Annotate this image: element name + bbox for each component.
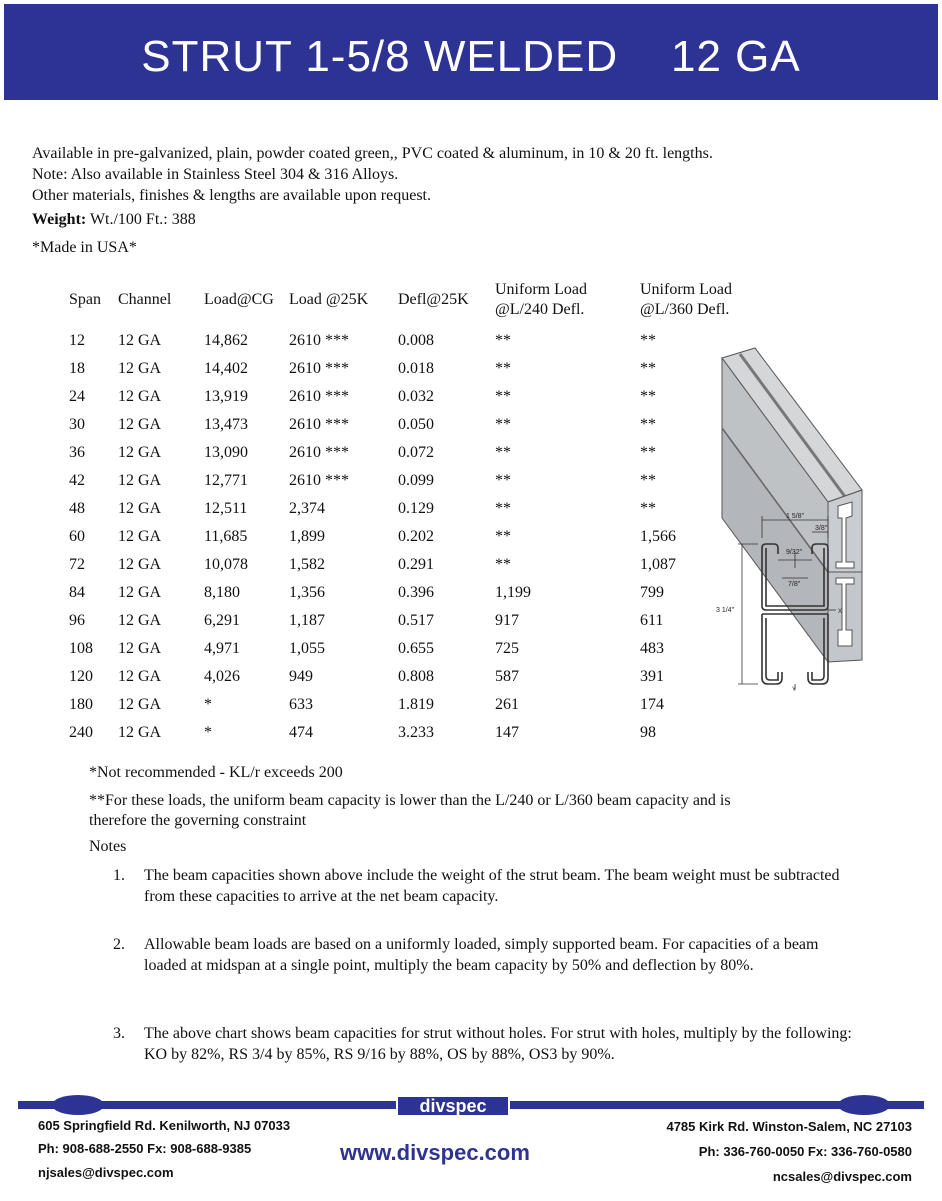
cell-load-25k: 2610 *** xyxy=(289,444,349,461)
made-in-usa: *Made in USA* xyxy=(32,239,137,256)
cell-span: 60 xyxy=(69,528,85,545)
cell-uniform-240: 1,199 xyxy=(495,584,531,601)
cell-load-25k: 2610 *** xyxy=(289,416,349,433)
cell-channel: 12 GA xyxy=(118,444,162,461)
cell-load-25k: 1,899 xyxy=(289,528,325,545)
cell-uniform-360: 1,566 xyxy=(640,528,676,545)
note-text: Allowable beam loads are based on a uniformly loaded, simply supported beam. For capacities of a beam loaded at midspan at a single point, multiply the beam capacity by 50% and deflection by 80%. xyxy=(144,936,819,974)
cell-uniform-360: ** xyxy=(640,500,656,517)
cell-load-cg: 6,291 xyxy=(204,612,240,629)
left-address: 605 Springfield Rd. Kenilworth, NJ 07033 xyxy=(38,1118,291,1133)
cell-span: 36 xyxy=(69,444,85,461)
cell-uniform-240: ** xyxy=(495,388,511,405)
cell-defl: 0.129 xyxy=(398,500,434,517)
cell-channel: 12 GA xyxy=(118,640,162,657)
cell-load-25k: 474 xyxy=(289,724,313,741)
cell-channel: 12 GA xyxy=(118,500,162,517)
cell-load-25k: 949 xyxy=(289,668,313,685)
right-email[interactable]: ncsales@divspec.com xyxy=(772,1169,912,1184)
notes-heading: Notes xyxy=(89,838,127,855)
cell-load-cg: * xyxy=(204,696,212,713)
header-uniform-360-line1: Uniform Load xyxy=(640,281,732,298)
axis-y-label: Y xyxy=(792,687,797,692)
cell-defl: 1.819 xyxy=(398,696,434,713)
cell-uniform-240: ** xyxy=(495,528,511,545)
cell-defl: 0.808 xyxy=(398,668,434,685)
cell-load-cg: 11,685 xyxy=(204,528,248,545)
title-banner xyxy=(4,4,938,100)
left-email[interactable]: njsales@divspec.com xyxy=(38,1165,174,1180)
cell-span: 96 xyxy=(69,612,85,629)
cell-uniform-360: 1,087 xyxy=(640,556,676,573)
dim-lip-label: 3/8" xyxy=(815,525,828,532)
cell-uniform-240: ** xyxy=(495,500,511,517)
dim-slot-label: 9/32" xyxy=(786,549,803,556)
cell-load-25k: 1,055 xyxy=(289,640,325,657)
header-channel: Channel xyxy=(118,291,172,308)
page-title: STRUT 1-5/8 WELDED 12 GA xyxy=(141,32,801,81)
intro-line-stainless: Note: Also available in Stainless Steel 304 & 316 Alloys. xyxy=(32,166,399,183)
cell-channel: 12 GA xyxy=(118,360,162,377)
cell-channel: 12 GA xyxy=(118,472,162,489)
cell-defl: 0.099 xyxy=(398,472,434,489)
header-defl: Defl@25K xyxy=(398,291,469,308)
cell-load-25k: 1,356 xyxy=(289,584,325,601)
cell-uniform-360: ** xyxy=(640,416,656,433)
left-phone: Ph: 908-688-2550 Fx: 908-688-9385 xyxy=(38,1141,252,1156)
cell-uniform-240: ** xyxy=(495,556,511,573)
cell-uniform-360: 483 xyxy=(640,640,664,657)
cell-span: 12 xyxy=(69,332,85,349)
cell-span: 108 xyxy=(69,640,93,657)
cell-uniform-360: ** xyxy=(640,444,656,461)
cell-uniform-240: 725 xyxy=(495,640,519,657)
cell-uniform-240: ** xyxy=(495,472,511,489)
cell-load-cg: 12,771 xyxy=(204,472,248,489)
cell-load-cg: 14,402 xyxy=(204,360,248,377)
cell-span: 240 xyxy=(69,724,93,741)
cell-load-cg: 13,090 xyxy=(204,444,248,461)
cell-channel: 12 GA xyxy=(118,668,162,685)
cell-uniform-360: 611 xyxy=(640,612,664,629)
cell-uniform-360: 799 xyxy=(640,584,664,601)
intro-text xyxy=(32,143,713,206)
note-text: The above chart shows beam capacities for strut without holes. For strut with holes, multiply by the following: KO by 82%, RS 3/4 by 85%, RS 9/16 by 88%, OS by 88%, OS3 by 90%. xyxy=(144,1025,852,1063)
cell-channel: 12 GA xyxy=(118,724,162,741)
header-uniform-360-line2: @L/360 Defl. xyxy=(640,301,730,318)
cell-load-25k: 2610 *** xyxy=(289,472,349,489)
cell-load-25k: 1,187 xyxy=(289,612,325,629)
cell-defl: 0.008 xyxy=(398,332,434,349)
cell-defl: 3.233 xyxy=(398,724,434,741)
cell-defl: 0.050 xyxy=(398,416,434,433)
cell-load-cg: * xyxy=(204,724,212,741)
footer-bar xyxy=(18,1094,924,1116)
cell-load-25k: 2610 *** xyxy=(289,388,349,405)
dim-width-label: 1 5/8" xyxy=(786,513,805,520)
weight-value: Wt./100 Ft.: 388 xyxy=(89,211,196,228)
cell-channel: 12 GA xyxy=(118,556,162,573)
header-span: Span xyxy=(69,291,101,308)
note-number: 1. xyxy=(113,867,125,884)
cell-uniform-360: ** xyxy=(640,332,656,349)
cell-uniform-240: 917 xyxy=(495,612,519,629)
cell-span: 18 xyxy=(69,360,85,377)
cell-defl: 0.396 xyxy=(398,584,434,601)
cell-load-cg: 10,078 xyxy=(204,556,248,573)
divspec-logo: divspec xyxy=(419,1096,487,1116)
cell-defl: 0.072 xyxy=(398,444,434,461)
footnote-not-recommended: *Not recommended - KL/r exceeds 200 xyxy=(89,764,343,781)
intro-line-availability: Available in pre-galvanized, plain, powder coated green,, PVC coated & aluminum, in 10 & 20 ft. lengths. xyxy=(32,145,713,162)
cell-span: 48 xyxy=(69,500,85,517)
header-load-25k: Load @25K xyxy=(289,291,369,308)
cell-span: 30 xyxy=(69,416,85,433)
cell-defl: 0.032 xyxy=(398,388,434,405)
dim-opening-label: 7/8" xyxy=(788,581,801,588)
weight-label: Weight: xyxy=(32,211,87,228)
cell-channel: 12 GA xyxy=(118,528,162,545)
cell-load-cg: 13,473 xyxy=(204,416,248,433)
website-link[interactable]: www.divspec.com xyxy=(340,1140,530,1165)
header-uniform-360 xyxy=(640,280,732,320)
cell-channel: 12 GA xyxy=(118,332,162,349)
cell-uniform-240: ** xyxy=(495,444,511,461)
cell-span: 120 xyxy=(69,668,93,685)
cell-load-25k: 2610 *** xyxy=(289,360,349,377)
axis-x-label: X xyxy=(838,609,843,615)
cell-uniform-240: ** xyxy=(495,416,511,433)
cell-channel: 12 GA xyxy=(118,584,162,601)
footnote-governing xyxy=(89,791,731,831)
cell-uniform-360: 98 xyxy=(640,724,656,741)
cell-uniform-360: ** xyxy=(640,388,656,405)
note-number: 2. xyxy=(113,936,125,953)
cell-load-cg: 12,511 xyxy=(204,500,248,517)
cell-channel: 12 GA xyxy=(118,388,162,405)
cell-load-25k: 2610 *** xyxy=(289,332,349,349)
cell-load-25k: 2,374 xyxy=(289,500,325,517)
cell-span: 180 xyxy=(69,696,93,713)
cell-channel: 12 GA xyxy=(118,612,162,629)
cell-channel: 12 GA xyxy=(118,416,162,433)
cell-uniform-360: ** xyxy=(640,472,656,489)
header-uniform-240 xyxy=(495,280,587,320)
cell-span: 84 xyxy=(69,584,85,601)
header-load-cg: Load@CG xyxy=(204,291,274,308)
cell-defl: 0.517 xyxy=(398,612,434,629)
header-uniform-240-line1: Uniform Load xyxy=(495,281,587,298)
strut-dimension-drawing xyxy=(712,508,862,692)
right-address: 4785 Kirk Rd. Winston-Salem, NC 27103 xyxy=(666,1119,912,1134)
cell-span: 72 xyxy=(69,556,85,573)
cell-load-cg: 4,026 xyxy=(204,668,240,685)
cell-span: 24 xyxy=(69,388,85,405)
footnote-governing-line1: **For these loads, the uniform beam capacity is lower than the L/240 or L/360 beam capacity and is xyxy=(89,792,731,809)
cell-defl: 0.291 xyxy=(398,556,434,573)
cell-uniform-360: ** xyxy=(640,360,656,377)
cell-load-25k: 1,582 xyxy=(289,556,325,573)
cell-load-25k: 633 xyxy=(289,696,313,713)
header-uniform-240-line2: @L/240 Defl. xyxy=(495,301,585,318)
cell-uniform-240: 261 xyxy=(495,696,519,713)
cell-defl: 0.202 xyxy=(398,528,434,545)
note-text: The beam capacities shown above include the weight of the strut beam. The beam weight must be subtracted from these capacities to arrive at the net beam capacity. xyxy=(144,867,840,905)
cell-uniform-240: ** xyxy=(495,332,511,349)
cell-span: 42 xyxy=(69,472,85,489)
cell-channel: 12 GA xyxy=(118,696,162,713)
intro-line-other: Other materials, finishes & lengths are available upon request. xyxy=(32,187,431,204)
right-phone: Ph: 336-760-0050 Fx: 336-760-0580 xyxy=(698,1144,912,1159)
cell-uniform-240: ** xyxy=(495,360,511,377)
cell-load-cg: 14,862 xyxy=(204,332,248,349)
cell-defl: 0.655 xyxy=(398,640,434,657)
cell-load-cg: 4,971 xyxy=(204,640,240,657)
footnote-governing-line2: therefore the governing constraint xyxy=(89,812,307,829)
weight-line xyxy=(32,211,196,229)
cell-load-cg: 8,180 xyxy=(204,584,240,601)
cell-defl: 0.018 xyxy=(398,360,434,377)
note-number: 3. xyxy=(113,1025,125,1042)
cell-uniform-240: 587 xyxy=(495,668,519,685)
cell-uniform-360: 174 xyxy=(640,696,664,713)
cell-uniform-240: 147 xyxy=(495,724,519,741)
cell-load-cg: 13,919 xyxy=(204,388,248,405)
dim-height-label: 3 1/4" xyxy=(716,607,735,614)
cell-uniform-360: 391 xyxy=(640,668,664,685)
